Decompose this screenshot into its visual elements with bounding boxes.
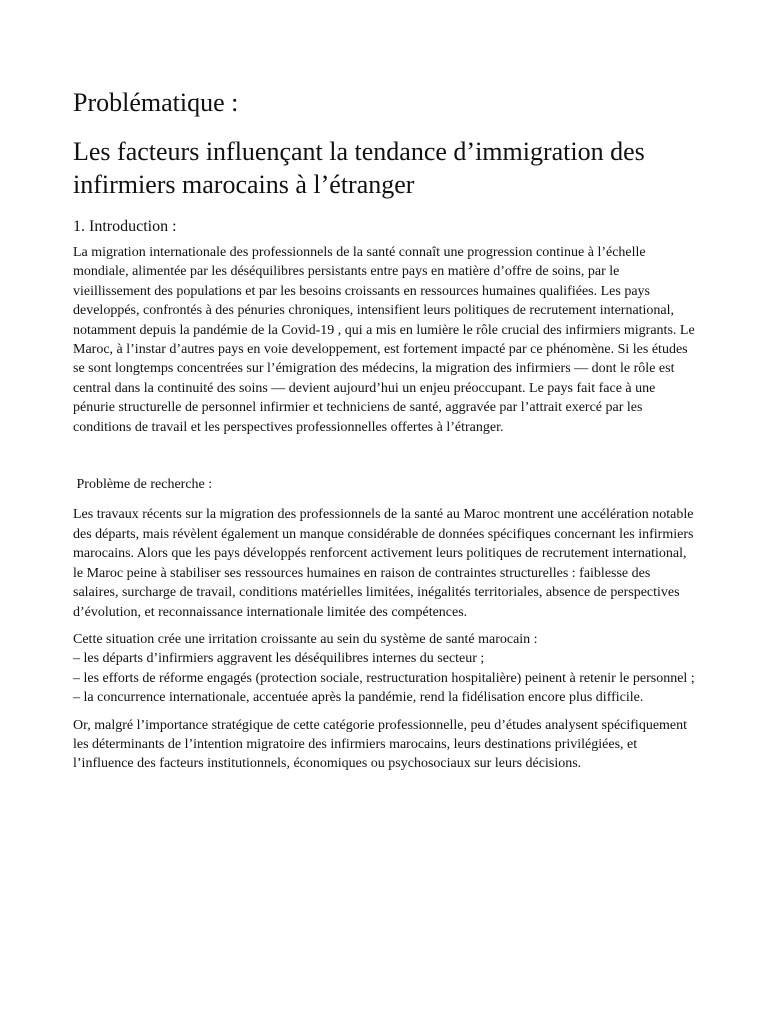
section-spacer <box>73 437 697 475</box>
section-introduction-title: 1. Introduction : <box>73 218 177 235</box>
research-paragraph-1: Les travaux récents sur la migration des professionnels de la santé au Maroc montrent une accélération notable des départs, mais révèlent également un manque considérable de données spécifiques concernant les infirmiers marocains. Alors que les pays développés renforcent activement leurs politiques de recrutement international, le Maroc peine à stabiliser ses ressources humaines en raison de contraintes structurelles : faiblesse des salaires, surcharge de travail, conditions matérielles limitées, inégalités territoriales, absence de perspectives d’évolution, et reconnaissance internationale limitée des compétences. <box>73 507 694 620</box>
introduction-paragraph: La migration internationale des professionnels de la santé connaît une progression continue à l’échelle mondiale, alimentée par les déséquilibres persistants entre pays en matière d’offre de soins, par le vieillissement des populations et par les besoins croissants en ressources humaines qualifiées. Les pays developpés, confrontés à des pénuries chroniques, intensifient leurs politiques de recrutement international, notamment depuis la pandémie de la Covid-19 , qui a mis en lumière le rôle crucial des infirmiers migrants. Le Maroc, à l’instar d’autres pays en voie developpement, est fortement impacté par ce phénomène. Si les études se sont longtemps concentrées sur l’émigration des médecins, la migration des infirmiers — dont le rôle est central dans la continuité des soins — devient aujourd’hui un enjeu préoccupant. Le pays fait face à une pénurie structurelle de personnel infirmier et techniciens de santé, aggravée par l’attrait exercé par les conditions de travail et les perspectives professionnelles offertes à l’étranger. <box>73 245 695 435</box>
research-bullet: – les départs d’infirmiers aggravent les déséquilibres internes du secteur ; <box>73 651 485 667</box>
research-paragraph-3: Or, malgré l’importance stratégique de cette catégorie professionnelle, peu d’études analysent spécifiquement les déterminants de l’intention migratoire des infirmiers marocains, leurs destinations privilégiées, et l’influence des facteurs institutionnels, économiques ou psychosociaux sur leurs décisions. <box>73 717 688 772</box>
document-subject-title: Les facteurs influençant la tendance d’immigration des infirmiers marocains à l’étranger <box>73 137 645 199</box>
research-paragraph-2-intro: Cette situation crée une irritation croissante au sein du système de santé marocain : <box>73 631 538 647</box>
research-problem-title: Problème de recherche : <box>73 477 213 493</box>
document-heading: Problématique : <box>73 88 239 117</box>
research-paragraph-2 <box>73 630 697 708</box>
research-bullet: – les efforts de réforme engagés (protection sociale, restructuration hospitalière) peinent à retenir le personnel ; <box>73 670 695 686</box>
research-bullet: – la concurrence internationale, accentuée après la pandémie, rend la fidélisation encore plus difficile. <box>73 690 644 706</box>
document-page <box>73 86 697 774</box>
